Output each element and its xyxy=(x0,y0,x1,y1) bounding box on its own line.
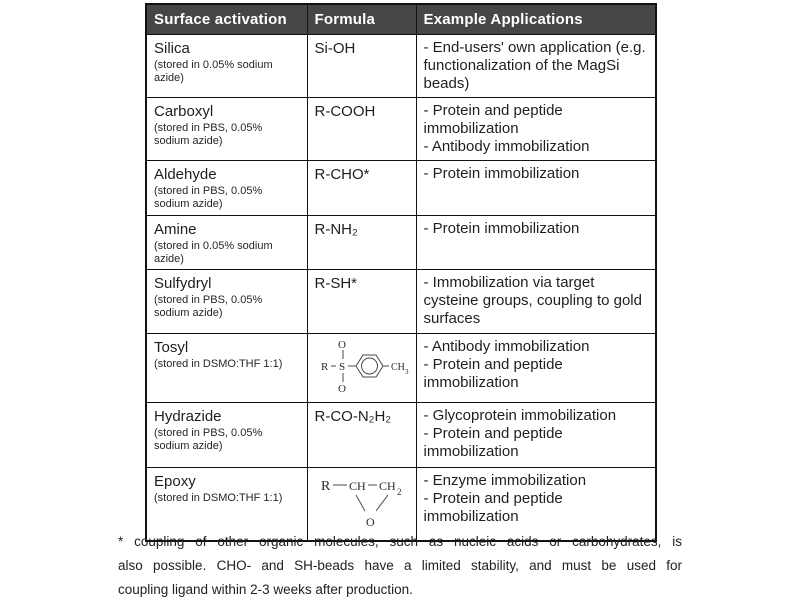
cell-formula: R-COOH xyxy=(307,98,416,161)
cell-formula: R-CHO* xyxy=(307,161,416,216)
application-item: - Protein immobilization xyxy=(423,165,580,182)
surface-name: Hydrazide xyxy=(154,408,222,425)
cell-formula: R-NH₂ xyxy=(307,216,416,270)
epoxy-ch1-label: CH xyxy=(348,479,366,493)
header-surface-activation: Surface activation xyxy=(146,4,307,35)
cell-surface xyxy=(146,161,307,216)
tosyl-r-label: R xyxy=(320,361,328,373)
cell-formula: R-SH* xyxy=(307,270,416,334)
cell-applications xyxy=(416,35,656,98)
tosyl-structure-diagram xyxy=(318,336,414,394)
application-item: - Antibody immobilization xyxy=(423,138,590,155)
surface-name: Epoxy xyxy=(154,473,196,490)
application-item: - Glycoprotein immobilization xyxy=(423,407,617,424)
header-row xyxy=(146,4,656,35)
surface-name: Tosyl xyxy=(154,339,189,356)
tosyl-s-label: S xyxy=(338,361,345,373)
storage-note: (stored in 0.05% sodium azide) xyxy=(154,59,273,84)
epoxy-ch2-label: CH xyxy=(378,479,396,493)
application-item: - Protein and peptide immobilization xyxy=(423,425,563,460)
cell-applications xyxy=(416,98,656,161)
tosyl-ch-label: CH xyxy=(390,362,405,373)
application-item: - End-users' own application (e.g. functionalization of the MagSi beads) xyxy=(423,39,646,92)
storage-note: (stored in PBS, 0.05% sodium azide) xyxy=(154,427,263,452)
table-row-carboxyl xyxy=(146,98,656,161)
table-row-amine xyxy=(146,216,656,270)
cell-surface xyxy=(146,270,307,334)
surface-activation-table xyxy=(145,3,657,542)
storage-note: (stored in DSMO:THF 1:1) xyxy=(154,358,283,370)
tosyl-o-top-label: O xyxy=(337,339,346,351)
cell-surface xyxy=(146,216,307,270)
storage-note: (stored in PBS, 0.05% sodium azide) xyxy=(154,122,263,147)
application-item: - Protein and peptide immobilization xyxy=(423,102,563,137)
tosyl-ch-subscript: 3 xyxy=(404,368,408,376)
footnote-line: also possible. CHO- and SH-beads have a limited stability, and must be used for xyxy=(118,558,682,573)
footnote-line: coupling ligand within 2-3 weeks after production. xyxy=(118,582,413,597)
application-item: - Immobilization via target cysteine groups, coupling to gold surfaces xyxy=(423,274,642,327)
table-row-silica xyxy=(146,35,656,98)
cell-surface xyxy=(146,98,307,161)
epoxy-structure-diagram xyxy=(318,470,414,532)
header-example-applications: Example Applications xyxy=(416,4,656,35)
tosyl-o-bottom-label: O xyxy=(337,383,346,394)
cell-surface xyxy=(146,403,307,468)
storage-note: (stored in 0.05% sodium azide) xyxy=(154,240,273,265)
application-item: - Enzyme immobilization xyxy=(423,472,587,489)
storage-note: (stored in DSMO:THF 1:1) xyxy=(154,492,283,504)
table-row-hydrazide xyxy=(146,403,656,468)
surface-name: Carboxyl xyxy=(154,103,214,120)
application-item: - Antibody immobilization xyxy=(423,338,590,355)
cell-surface xyxy=(146,35,307,98)
application-item: - Protein and peptide immobilization xyxy=(423,490,563,525)
cell-formula xyxy=(307,334,416,403)
header-formula: Formula xyxy=(307,4,416,35)
cell-applications xyxy=(416,403,656,468)
cell-applications xyxy=(416,334,656,403)
cell-formula: Si-OH xyxy=(307,35,416,98)
cell-applications xyxy=(416,216,656,270)
epoxy-o-label: O xyxy=(365,515,375,529)
epoxy-ch2-subscript: 2 xyxy=(396,487,401,497)
storage-note: (stored in PBS, 0.05% sodium azide) xyxy=(154,185,263,210)
cell-formula: R-CO-N₂H₂ xyxy=(307,403,416,468)
cell-surface xyxy=(146,334,307,403)
storage-note: (stored in PBS, 0.05% sodium azide) xyxy=(154,294,263,319)
cell-applications xyxy=(416,161,656,216)
table-row-aldehyde xyxy=(146,161,656,216)
surface-name: Amine xyxy=(154,221,197,238)
epoxy-r-label: R xyxy=(320,479,330,494)
footnote xyxy=(118,530,682,600)
surface-name: Aldehyde xyxy=(154,166,217,183)
table-row-tosyl xyxy=(146,334,656,403)
application-item: - Protein immobilization xyxy=(423,220,580,237)
footnote-line: * coupling of other organic molecules, such as nucleic acids or carbohydrates, is xyxy=(118,534,682,549)
surface-name: Silica xyxy=(154,40,190,57)
application-item: - Protein and peptide immobilization xyxy=(423,356,563,391)
surface-name: Sulfydryl xyxy=(154,275,212,292)
cell-applications xyxy=(416,270,656,334)
table-row-sulfydryl xyxy=(146,270,656,334)
